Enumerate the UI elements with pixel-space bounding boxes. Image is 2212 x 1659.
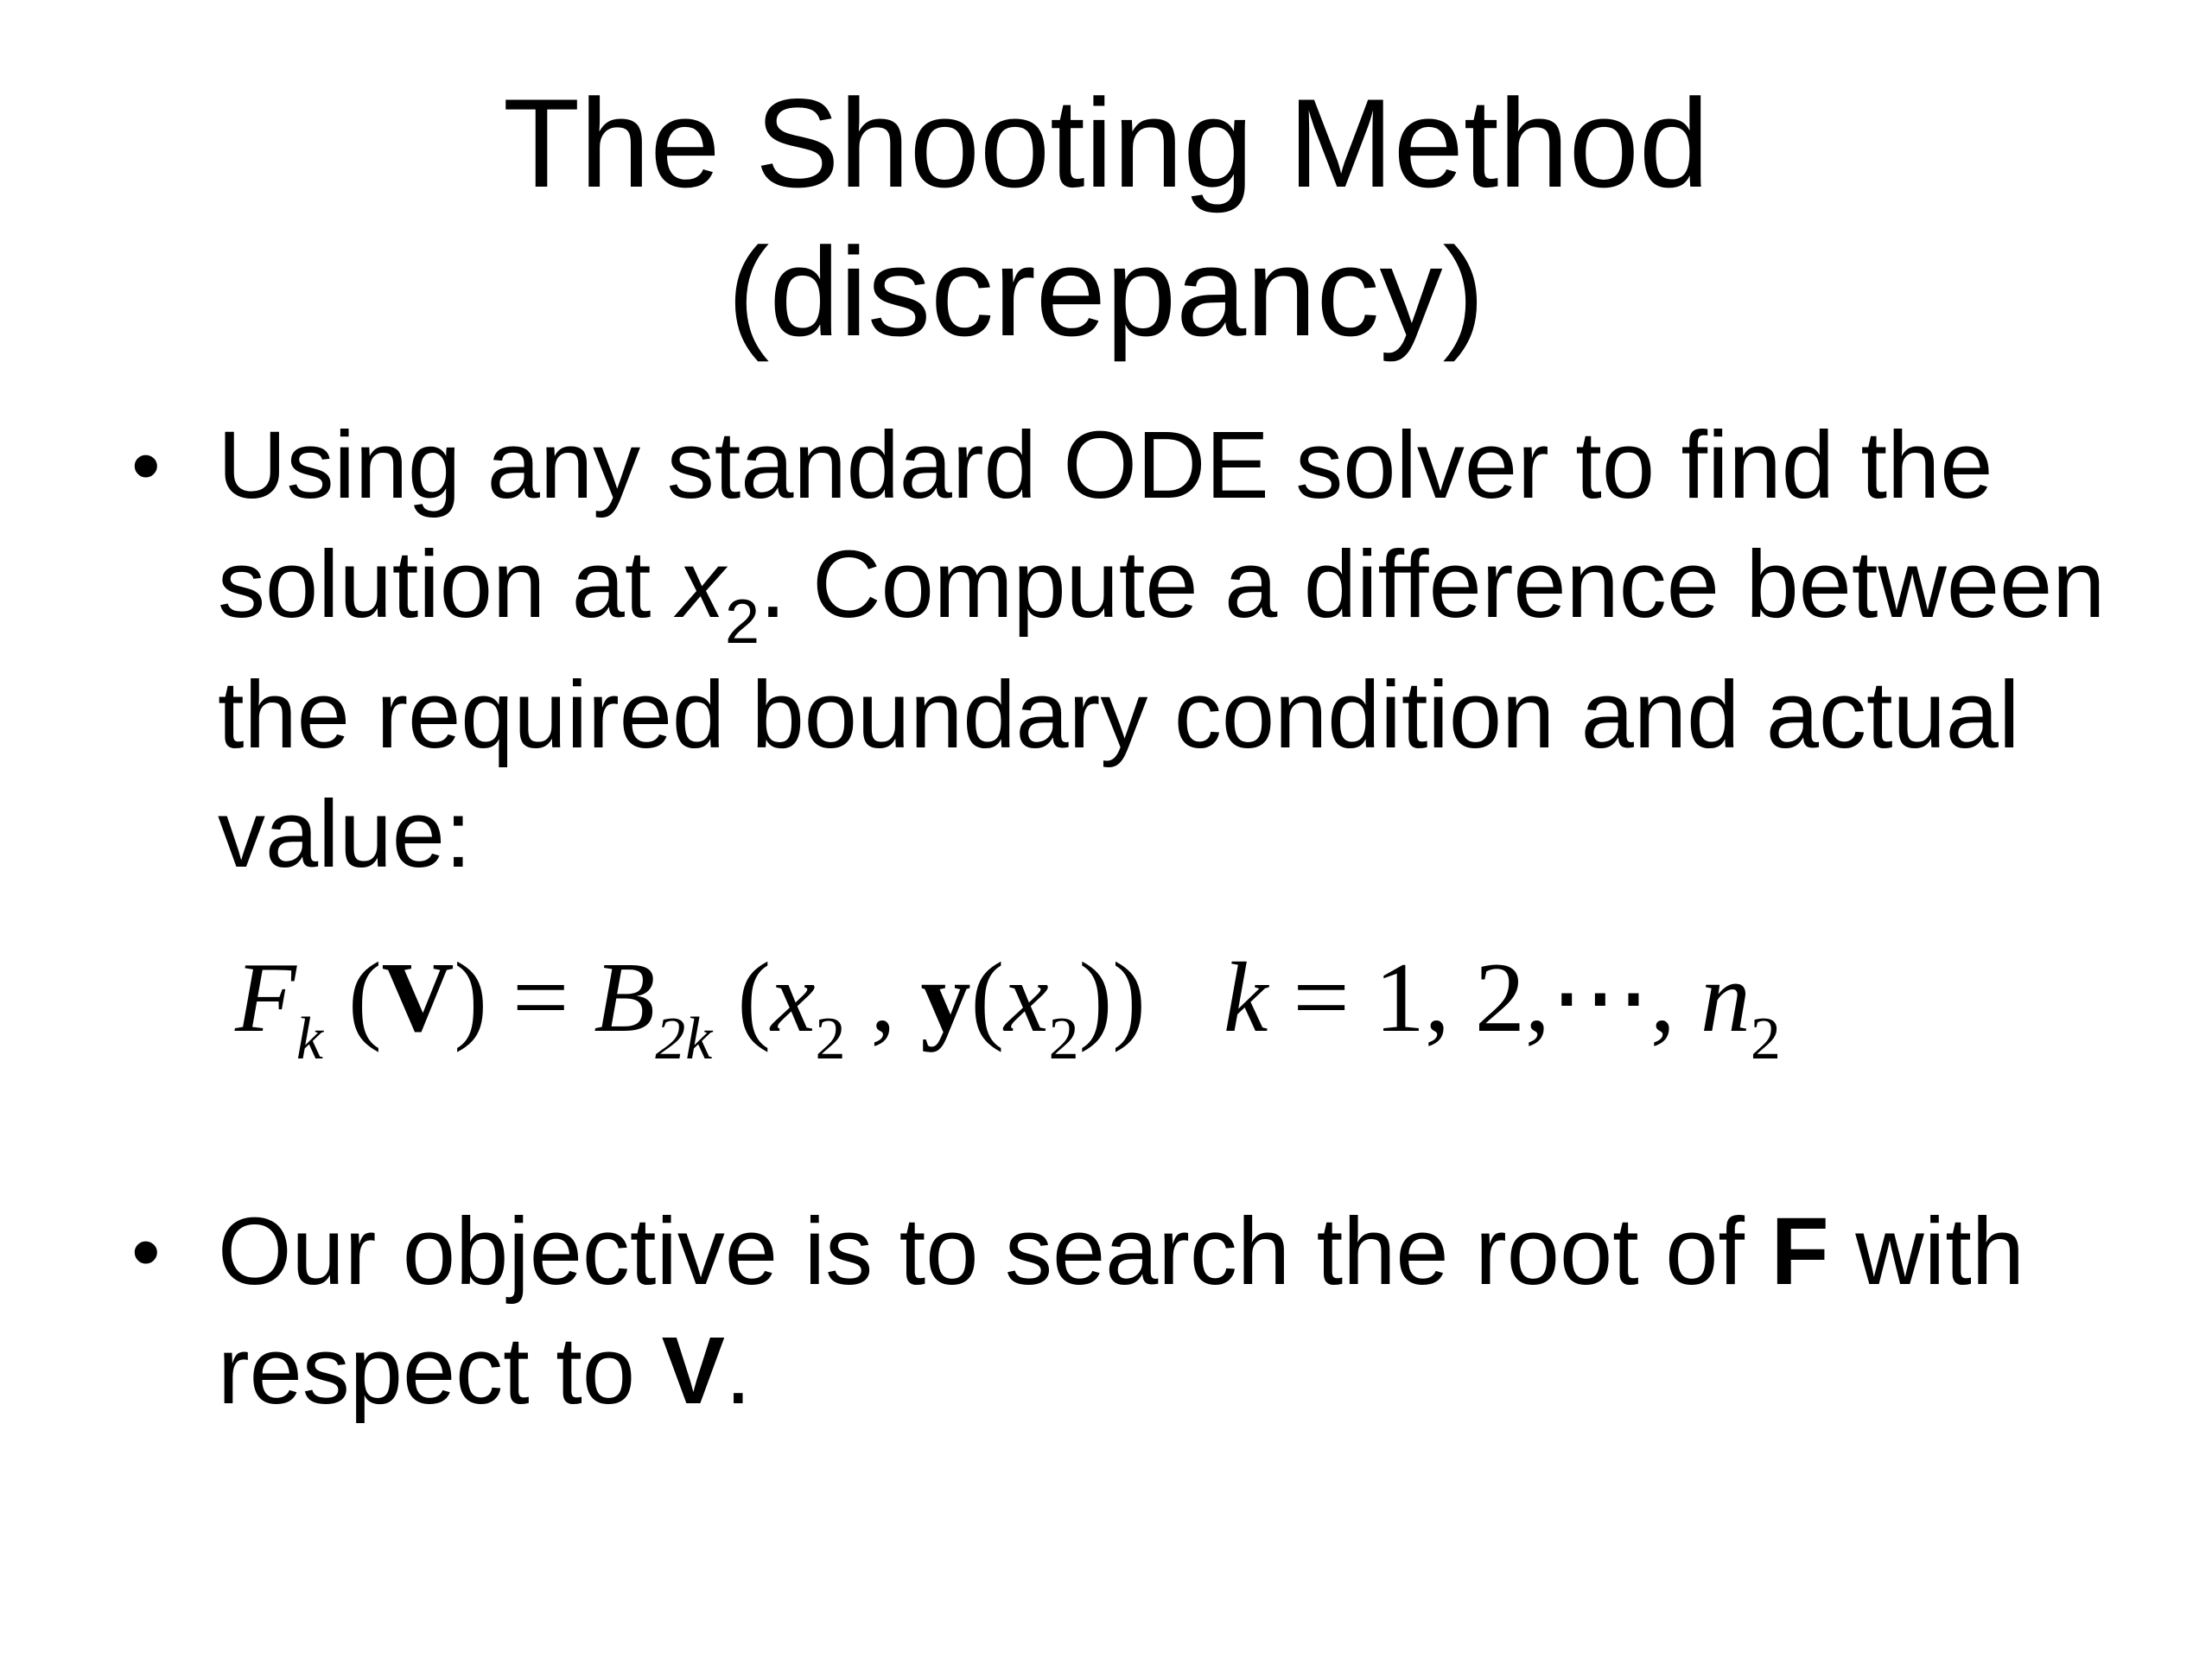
bullet-marker: • — [131, 1205, 161, 1298]
bullet-item-2 — [131, 1192, 2119, 1431]
eq-x2: x — [1004, 943, 1049, 1053]
eq-k-range: = 1, 2,⋯, — [1268, 943, 1700, 1053]
eq-n: n — [1700, 943, 1751, 1053]
eq-V: V — [381, 943, 454, 1053]
bullet-1-text-b: . Compute a difference between the required boundary condition and actual value: — [218, 531, 2106, 887]
title-line-2: (discrepancy) — [727, 221, 1485, 362]
bullet-2-text-a: Our objective is to search the root of — [218, 1198, 1771, 1305]
bullet-2-bold-V: V — [661, 1318, 725, 1424]
eq-x1-subscript: 2 — [815, 1006, 846, 1072]
slide-title — [0, 69, 2212, 366]
bullet-item-1 — [131, 406, 2119, 894]
eq-B-subscript: 2k — [655, 1006, 713, 1072]
title-line-1: The Shooting Method — [502, 73, 1710, 213]
bullet-marker: • — [131, 419, 161, 512]
eq-paren-close: )) — [1078, 943, 1146, 1053]
eq-equals: ) = — [454, 943, 594, 1053]
bullet-1-subscript: 2 — [725, 588, 760, 657]
bullet-2-text-c: . — [724, 1318, 752, 1424]
bullet-2-bold-F: F — [1770, 1198, 1829, 1305]
eq-k: k — [1223, 943, 1268, 1053]
eq-arg-open: ( — [322, 943, 382, 1053]
eq-x2-subscript: 2 — [1048, 1006, 1079, 1072]
eq-n-subscript: 2 — [1750, 1006, 1781, 1072]
eq-paren2-open: ( — [970, 943, 1005, 1053]
bullet-1-text-a: Using any standard ODE solver to find the solution at — [218, 412, 1993, 638]
eq-y: y — [920, 943, 971, 1053]
eq-F-subscript: k — [296, 1006, 323, 1072]
discrepancy-equation — [235, 938, 1781, 1072]
eq-F: F — [235, 943, 296, 1053]
eq-comma: , — [845, 943, 921, 1053]
bullet-1-variable: x — [677, 531, 726, 638]
eq-B: B — [594, 943, 656, 1053]
eq-paren-open: ( — [712, 943, 771, 1053]
bullet-2-text-b: with respect to — [218, 1198, 2024, 1424]
eq-x1: x — [771, 943, 816, 1053]
